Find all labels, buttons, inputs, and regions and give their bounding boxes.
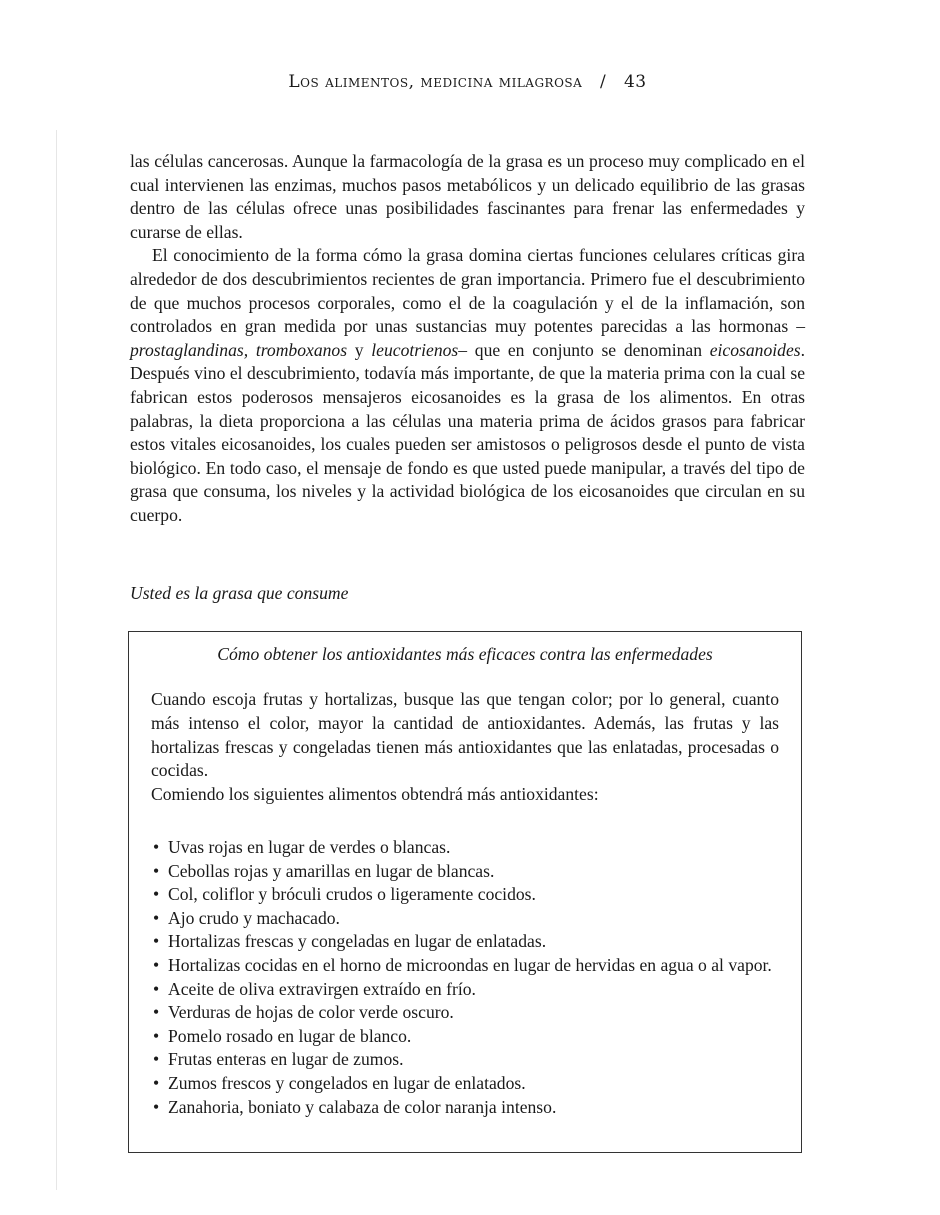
list-item	[151, 883, 779, 907]
bullet-icon: •	[153, 884, 160, 905]
bullet-icon: •	[153, 1096, 160, 1117]
term-leucotrienos: leucotrienos	[371, 339, 459, 360]
list-item-text: Pomelo rosado en lugar de blanco.	[168, 1025, 412, 1046]
list-item-text: Ajo crudo y machacado.	[168, 907, 340, 928]
antioxidant-list	[151, 836, 779, 1119]
section-title: Usted es la grasa que consume	[130, 583, 349, 603]
paragraph-2	[130, 244, 805, 527]
paragraph-1: las células cancerosas. Aunque la farmacología de la grasa es un proceso muy complicado en el cual intervienen las enzimas, muchos pasos metabólicos y un delicado equilibrio de las grasas dentro de las células ofrece unas posibilidades fascinantes para frenar las enfermedades y curarse de ellas.	[130, 151, 805, 242]
bullet-icon: •	[153, 837, 160, 857]
paragraph-2-text-a: El conocimiento de la forma cómo la grasa domina ciertas funciones celulares críticas gira alrededor de dos descubrimientos recientes de gran importancia. Primero fue el descubrimiento de que muchos procesos corporales, como el de la coagulación y el de la inflamación, son controlados en gran medida por unas sustancias muy potentes parecidas a las hormonas –	[130, 245, 805, 337]
list-item-text: Hortalizas frescas y congeladas en lugar de enlatadas.	[168, 931, 547, 952]
term-prostaglandinas: prostaglandinas, tromboxanos	[130, 339, 348, 360]
header-separator: /	[600, 72, 607, 92]
list-item-text: Col, coliflor y bróculi crudos o ligeramente cocidos.	[168, 884, 536, 905]
box-intro-lead: Comiendo los siguientes alimentos obtendrá más antioxidantes:	[151, 784, 599, 805]
bullet-icon: •	[153, 1049, 160, 1070]
list-item-text: Zanahoria, boniato y calabaza de color naranja intenso.	[168, 1096, 557, 1117]
box-intro-paragraph: Cuando escoja frutas y hortalizas, busque las que tengan color; por lo general, cuanto más intenso el color, mayor la cantidad de antioxidantes. Además, las frutas y las hortalizas frescas y congeladas tienen más antioxidantes que las enlatadas, procesadas o cocidas.	[151, 689, 779, 781]
list-item	[151, 836, 779, 860]
list-item	[151, 1048, 779, 1072]
bullet-icon: •	[153, 1072, 160, 1093]
paragraph-2-text-c: – que en conjunto se denominan	[458, 339, 710, 360]
bullet-icon: •	[153, 860, 160, 881]
box-title: Cómo obtener los antioxidantes más eficaces contra las enfermedades	[217, 644, 713, 664]
term-eicosanoides: eicosanoides	[709, 339, 801, 360]
list-item-text: Aceite de oliva extravirgen extraído en frío.	[168, 978, 476, 999]
running-header	[130, 72, 805, 92]
body-text	[130, 150, 805, 528]
list-item	[151, 930, 779, 954]
list-item-text: Uvas rojas en lugar de verdes o blancas.	[168, 837, 451, 857]
bullet-icon: •	[153, 978, 160, 999]
list-item	[151, 860, 779, 884]
list-item-text: Verduras de hojas de color verde oscuro.	[168, 1002, 454, 1023]
list-item	[151, 907, 779, 931]
list-item	[151, 1025, 779, 1049]
list-item-text: Zumos frescos y congelados en lugar de enlatados.	[168, 1072, 526, 1093]
sidebar-box	[128, 631, 802, 1153]
list-item	[151, 954, 779, 978]
list-item	[151, 1096, 779, 1120]
page-gutter-line	[56, 130, 57, 1190]
list-item-text: Cebollas rojas y amarillas en lugar de blancas.	[168, 860, 495, 881]
list-item	[151, 1001, 779, 1025]
paragraph-2-text-b: y	[347, 339, 372, 360]
list-item-text: Hortalizas cocidas en el horno de microondas en lugar de hervidas en agua o al vapor.	[168, 954, 772, 975]
bullet-icon: •	[153, 1002, 160, 1023]
list-item-text: Frutas enteras en lugar de zumos.	[168, 1049, 404, 1070]
list-item	[151, 978, 779, 1002]
bullet-icon: •	[153, 907, 160, 928]
bullet-icon: •	[153, 1025, 160, 1046]
running-title: Los alimentos, medicina milagrosa	[288, 72, 583, 92]
page-number: 43	[623, 72, 647, 92]
list-item	[151, 1072, 779, 1096]
bullet-icon: •	[153, 954, 160, 975]
paragraph-2-text-d: . Después vino el descubrimiento, todavía más importante, de que la materia prima con la cual se fabrican estos poderosos mensajeros eicosanoides es la grasa de los alimentos. En otras palabras, la dieta proporciona a las células una materia prima de ácidos grasos para fabricar estos vitales eicosanoides, los cuales pueden ser amistosos o peligrosos desde el punto de vista biológico. En todo caso, el mensaje de fondo es que usted puede manipular, a través del tipo de grasa que consuma, los niveles y la actividad biológica de los eicosanoides que circulan en su cuerpo.	[130, 339, 806, 525]
bullet-icon: •	[153, 931, 160, 952]
box-intro	[151, 688, 779, 807]
